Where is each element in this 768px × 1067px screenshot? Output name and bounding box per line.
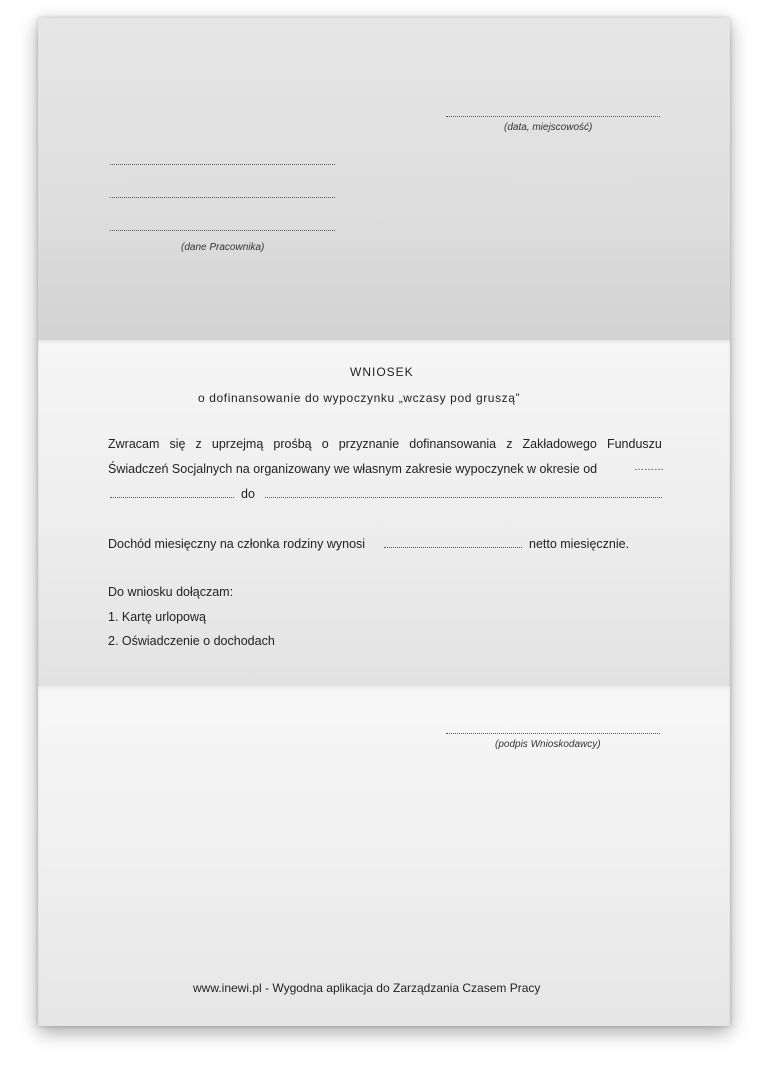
period-to-field[interactable] (265, 497, 662, 498)
document-title: WNIOSEK (350, 365, 414, 379)
period-from-dots: ……… (634, 462, 664, 473)
document-page (38, 18, 730, 1026)
employee-caption: (dane Pracownika) (181, 242, 265, 253)
word: uprzejmą (211, 437, 264, 451)
word: się (169, 437, 186, 451)
date-place-caption: (data, miejscowość) (504, 122, 593, 133)
word: Zakładowego (522, 437, 597, 451)
word: dofinansowania (409, 437, 497, 451)
paper-fold-top (38, 18, 730, 340)
word: Funduszu (606, 437, 662, 451)
attachments-heading: Do wniosku dołączam: (108, 585, 234, 599)
period-to-label: do (241, 487, 255, 501)
paragraph-line-2: Świadczeń Socjalnych na organizowany we własnym zakresie wypoczynek w okresie od (108, 462, 598, 476)
word: przyznanie (338, 437, 400, 451)
signature-field[interactable] (446, 733, 660, 734)
document-subtitle: o dofinansowanie do wypoczynku „wczasy pod gruszą” (198, 391, 521, 405)
word: z (195, 437, 202, 451)
income-suffix: netto miesięcznie. (529, 537, 630, 551)
paragraph-line-1 (108, 437, 662, 451)
word: o (321, 437, 329, 451)
income-label: Dochód miesięczny na członka rodziny wynosi (108, 537, 366, 551)
income-field[interactable] (384, 547, 522, 548)
date-place-field[interactable] (446, 116, 660, 117)
signature-caption: (podpis Wnioskodawcy) (495, 739, 601, 750)
word: prośbą (273, 437, 312, 451)
employee-field-3[interactable] (110, 230, 335, 231)
word: Zwracam (108, 437, 160, 451)
attachment-item: 2. Oświadczenie o dochodach (108, 634, 275, 648)
footer-text: www.inewi.pl - Wygodna aplikacja do Zarządzania Czasem Pracy (193, 981, 541, 995)
paper-fold-bottom (38, 686, 730, 1026)
word: z (506, 437, 513, 451)
attachment-item: 1. Kartę urlopową (108, 610, 206, 624)
employee-field-2[interactable] (110, 197, 335, 198)
period-from-field[interactable] (110, 497, 234, 498)
employee-field-1[interactable] (110, 164, 335, 165)
